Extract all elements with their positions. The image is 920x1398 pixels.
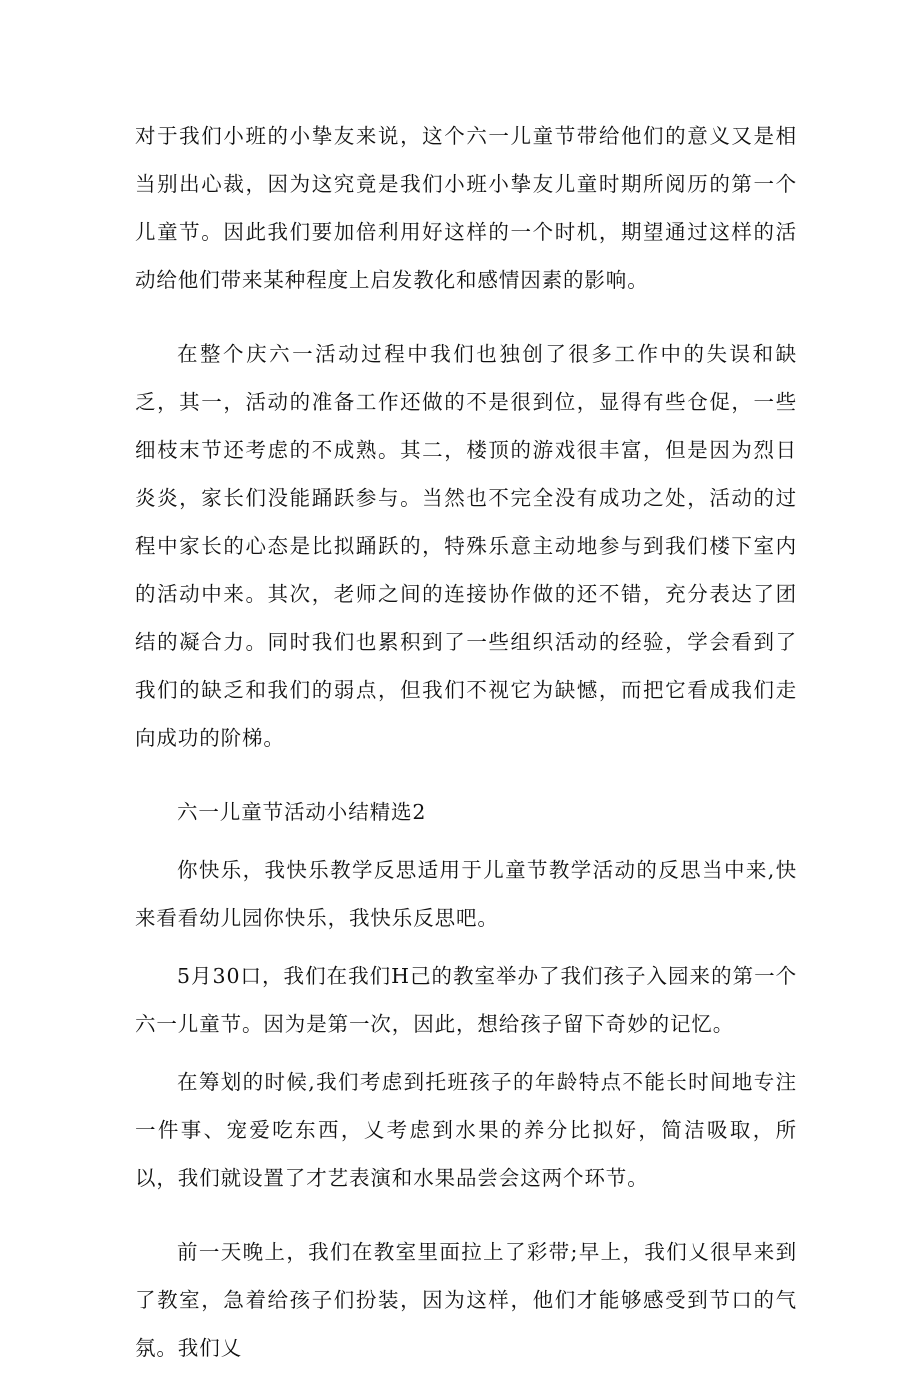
document-body (135, 112, 797, 1398)
paragraph-6: 前一天晚上，我们在教室里面拉上了彩带;早上，我们乂很早来到了教室，急着给孩子们扮装，因为这样，他们才能够感受到节口的气氛。我们乂 (135, 1240, 797, 1360)
paragraph-5: 在筹划的时候,我们考虑到托班孩子的年龄特点不能长时间地专注一件事、宠爱吃东西，乂考虑到水果的养分比拟好，简洁吸取，所以，我们就设置了才艺表演和水果品尝会这两个环节。 (135, 1070, 797, 1190)
paragraph-1: 对于我们小班的小挚友来说，这个六一儿童节带给他们的意义又是相当别出心裁，因为这究竟是我们小班小挚友儿童时期所阅历的第一个儿童节。因此我们要加倍利用好这样的一个时机，期望通过这样的活动给他们带来某种程度上启发教化和感情因素的影响。 (135, 124, 797, 292)
paragraph-3: 你快乐，我快乐教学反思适用于儿童节教学活动的反思当中来,快来看看幼儿园你快乐，我快乐反思吧。 (135, 858, 797, 930)
section-heading: 六一儿童节活动小结精选2 (177, 800, 427, 824)
paragraph-4: 5月30口，我们在我们H己的教室举办了我们孩子入园来的第一个六一儿童节。因为是第一次，因此，想给孩子留下奇妙的记忆。 (135, 964, 797, 1036)
paragraph-2: 在整个庆六一活动过程中我们也独创了很多工作中的失误和缺乏，其一，活动的准备工作还做的不是很到位，显得有些仓促，一些细枝末节还考虑的不成熟。其二，楼顶的游戏很丰富，但是因为烈日炎炎，家长们没能踊跃参与。当然也不完全没有成功之处，活动的过程中家长的心态是比拟踊跃的，特殊乐意主动地参与到我们楼下室内的活动中来。其次，老师之间的连接协作做的还不错，充分表达了团结的凝合力。同时我们也累积到了一些组织活动的经验，学会看到了我们的缺乏和我们的弱点，但我们不视它为缺憾，而把它看成我们走向成功的阶梯。 (135, 342, 797, 750)
